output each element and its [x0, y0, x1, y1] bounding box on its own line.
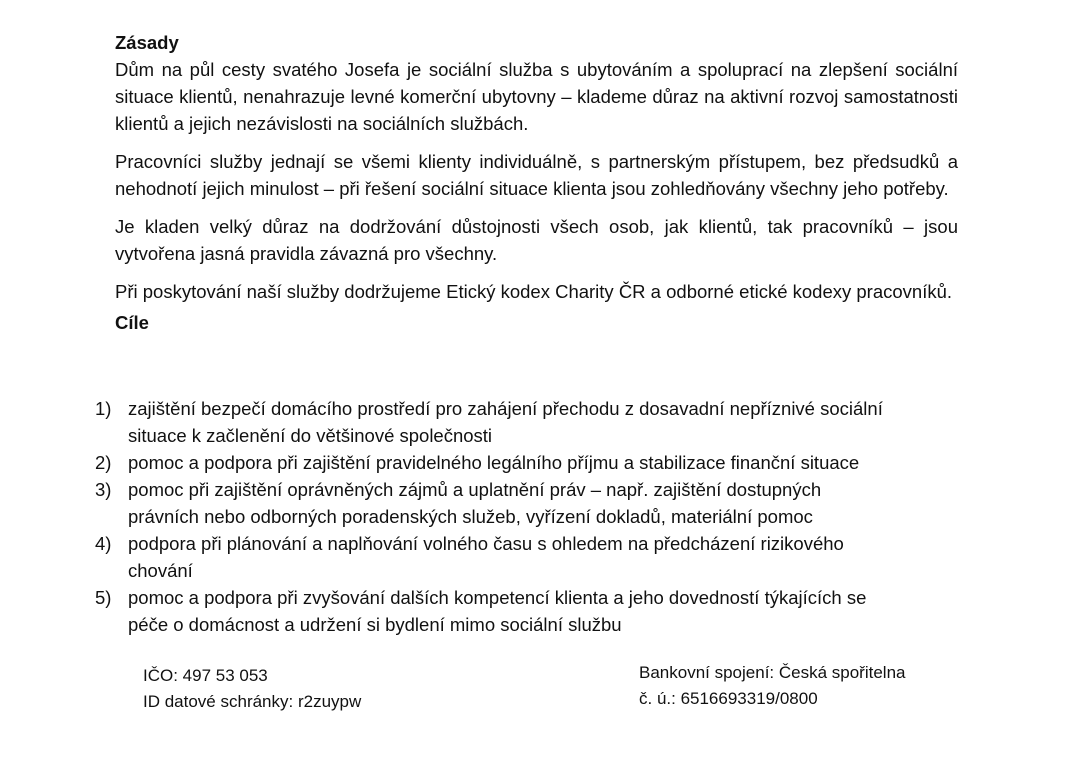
goal-item-4: [95, 530, 965, 584]
principles-paragraph-4: Při poskytování naší služby dodržujeme Etický kodex Charity ČR a odborné etické kodexy pracovníků.: [115, 281, 953, 302]
goal-item-2: [95, 449, 965, 476]
goals-heading: Cíle: [115, 312, 149, 333]
goal-line: pomoc při zajištění oprávněných zájmů a uplatnění práv – např. zajištění dostupných: [128, 479, 822, 500]
principles-paragraph-1: Dům na půl cesty svatého Josefa je sociální služba s ubytováním a spoluprací na zlepšení sociální situace klientů, nenahrazuje levné komerční ubytovny – klademe důraz na aktivní rozvoj samostatnosti klientů a jejich nezávislosti na sociálních službách.: [115, 59, 958, 134]
goal-number: 1): [95, 398, 112, 419]
goals-list: [95, 395, 965, 638]
goal-line: pomoc a podpora při zajištění pravidelného legálního příjmu a stabilizace finanční situace: [128, 452, 860, 473]
goal-line: péče o domácnost a udržení si bydlení mimo sociální službu: [128, 614, 622, 635]
goal-number: 3): [95, 479, 112, 500]
principles-paragraph-3: Je kladen velký důraz na dodržování důstojnosti všech osob, jak klientů, tak pracovníků – jsou vytvořena jasná pravidla závazná pro všechny.: [115, 216, 958, 264]
principles-section: [115, 29, 958, 336]
goal-line: podpora při plánování a naplňování volného času s ohledem na předcházení rizikového: [128, 533, 844, 554]
goal-line: zajištění bezpečí domácího prostředí pro zahájení přechodu z dosavadní nepříznivé sociální: [128, 398, 883, 419]
goal-line: pomoc a podpora při zvyšování dalších kompetencí klienta a jeho dovedností týkajících se: [128, 587, 867, 608]
principles-paragraph-2: Pracovníci služby jednají se všemi klienty individuálně, s partnerským přístupem, bez předsudků a nehodnotí jejich minulost – při řešení sociální situace klienta jsou zohledňovány všechny jeho potřeby.: [115, 151, 958, 199]
goal-line: právních nebo odborných poradenských služeb, vyřízení dokladů, materiální pomoc: [128, 506, 813, 527]
goal-item-1: [95, 395, 965, 449]
footer-identifiers: [143, 663, 361, 715]
goal-number: 2): [95, 452, 112, 473]
principles-heading: Zásady: [115, 32, 179, 53]
goal-item-3: [95, 476, 965, 530]
footer-account: č. ú.: 6516693319/0800: [639, 689, 818, 708]
goal-item-5: [95, 584, 965, 638]
goal-number: 5): [95, 587, 112, 608]
goal-line: situace k začlenění do většinové společnosti: [128, 425, 493, 446]
footer-data-box: ID datové schránky: r2zuypw: [143, 692, 362, 711]
footer-bank-details: [639, 660, 906, 712]
footer-ico: IČO: 497 53 053: [143, 666, 268, 685]
goal-number: 4): [95, 533, 112, 554]
footer-bank: Bankovní spojení: Česká spořitelna: [639, 663, 906, 682]
goal-line: chování: [128, 560, 193, 581]
